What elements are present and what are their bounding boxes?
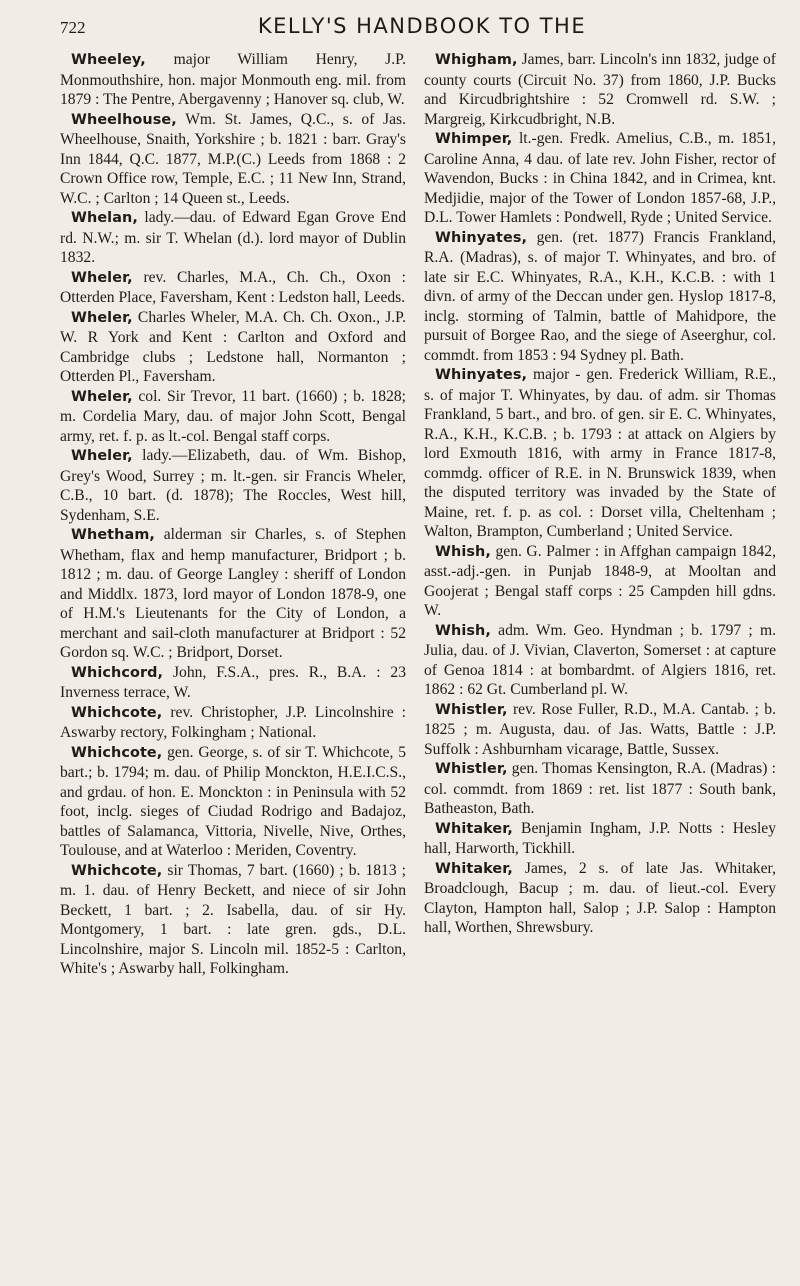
- directory-entry: [424, 365, 776, 542]
- entry-name: Whichcord,: [71, 664, 164, 681]
- directory-entry: [60, 50, 406, 110]
- directory-entry: [424, 700, 776, 760]
- entry-text: col. Sir Trevor, 11 bart. (1660) ; b. 1828; m. Cordelia Mary, dau. of major John Scott, Bengal army, ret. f. p. as lt.-col. Bengal staff corps.: [60, 387, 406, 445]
- entry-text: rev. Rose Fuller, R.D., M.A. Cantab. ; b. 1825 ; m. Augusta, dau. of Jas. Watts, Battle : J.P. Suffolk : Ashburnham vicarage, Battle, Sussex.: [424, 700, 776, 758]
- entry-text: gen. George, s. of sir T. Whichcote, 5 bart.; b. 1794; m. dau. of Philip Monckton, H.E.I.C.S., and grdau. of hon. E. Monckton : in Peninsula with 52 foot, inclg. sieges of Ciudad Rodrigo and Badajoz, battles of Salamanca, Vittoria, Nivelle, Nive, Orthes, Toulouse, and at Waterloo : Meriden, Coventry.: [60, 743, 406, 859]
- directory-entry: [424, 859, 776, 938]
- entry-name: Wheler,: [71, 448, 133, 464]
- entry-name: Wheler,: [71, 309, 133, 326]
- entry-text: James, 2 s. of late Jas. Whitaker, Broadclough, Bacup ; m. dau. of lieut.-col. Every Clayton, Hampton hall, Salop ; J.P. Salop : Hampton hall, Worthen, Shrewsbury.: [424, 859, 776, 936]
- entry-name: Whistler,: [435, 761, 508, 777]
- directory-entry: [60, 268, 406, 308]
- entry-text: Wm. St. James, Q.C., s. of Jas. Wheelhouse, Snaith, Yorkshire ; b. 1821 : barr. Gray's Inn 1844, Q.C. 1877, M.P.(C.) Leeds from 1868 : 2 Crown Office row, Temple, E.C. ; 11 New Inn, Strand, W.C. ; Carlton ; 14 Queen st., Leeds.: [60, 110, 406, 207]
- directory-entry: [424, 129, 776, 228]
- directory-entry: [60, 208, 406, 268]
- entry-name: Whichcote,: [71, 704, 163, 721]
- entry-name: Whigham,: [435, 52, 518, 68]
- left-column: [60, 50, 406, 1272]
- right-column: [424, 50, 776, 1272]
- entry-name: Whelan,: [71, 210, 138, 226]
- entry-text: Charles Wheler, M.A. Ch. Ch. Oxon., J.P. W. R York and Kent : Carlton and Oxford and Cambridge clubs ; Ledstone hall, Normanton ; Otterden Pl., Faversham.: [60, 308, 406, 385]
- directory-entry: [424, 542, 776, 621]
- entry-name: Wheler,: [71, 269, 133, 286]
- entry-text: gen. G. Palmer : in Affghan campaign 1842, asst.-adj.-gen. in Punjab 1848-9, at Mooltan and Goojerat ; Bengal staff corps : 25 Campden hill gdns. W.: [424, 542, 776, 619]
- entry-name: Whistler,: [435, 701, 508, 718]
- directory-entry: [424, 819, 776, 859]
- entry-name: Whichcote,: [71, 862, 163, 879]
- entry-text: lady.—dau. of Edward Egan Grove End rd. N.W.; m. sir T. Whelan (d.). lord mayor of Dublin 1832.: [60, 209, 406, 266]
- text-columns: [60, 50, 776, 1272]
- entry-name: Whichcote,: [71, 744, 163, 761]
- entry-text: lt.-gen. Fredk. Amelius, C.B., m. 1851, Caroline Anna, 4 dau. of late rev. John Fisher, rector of Wavendon, Bucks : in China 1842, and in Crimea, knt. Medjidie, major of the Tower of London 1857-68, J.P., D.L. Tower Hamlets : Pondwell, Ryde ; United Service.: [424, 130, 776, 226]
- directory-entry: [60, 743, 406, 861]
- entry-text: John, F.S.A., pres. R., B.A. : 23 Inverness terrace, W.: [60, 663, 406, 701]
- directory-entry: [60, 663, 406, 703]
- entry-text: adm. Wm. Geo. Hyndman ; b. 1797 ; m. Julia, dau. of J. Vivian, Claverton, Somerset : at capture of Genoa 1814 : at bombardmt. of Algiers 1816, ret. 1862 : 62 Gt. Cumberland pl. W.: [424, 621, 776, 698]
- directory-entry: [424, 50, 776, 129]
- directory-entry: [424, 621, 776, 700]
- page-number: 722: [60, 18, 86, 37]
- entry-text: major William Henry, J.P. Monmouthshire, hon. major Monmouth eng. mil. from 1879 : The Pentre, Abergavenny ; Hanover sq. club, W.: [60, 51, 406, 108]
- running-title: KELLY'S HANDBOOK TO THE: [257, 14, 587, 38]
- entry-name: Whitaker,: [435, 860, 513, 877]
- directory-entry: [60, 446, 406, 525]
- entry-name: Whish,: [435, 543, 491, 560]
- entry-name: Wheeley,: [71, 52, 146, 68]
- entry-text: alderman sir Charles, s. of Stephen Whetham, flax and hemp manufacturer, Bridport ; b. 1812 ; m. dau. of George Langley : sheriff of London and Middlx. 1873, lord mayor of London 1878-9, one of H.M.'s Lieutenants for the City of London, a merchant and sail-cloth manufacturer at Bridport : 52 Gordon sq. W.C. ; Bridport, Dorset.: [60, 526, 406, 661]
- entry-name: Whetham,: [71, 527, 155, 543]
- entry-name: Wheler,: [71, 388, 133, 405]
- entry-name: Whimper,: [435, 131, 513, 147]
- directory-entry: [424, 759, 776, 819]
- entry-text: major - gen. Frederick William, R.E., s. of major T. Whinyates, by dau. of adm. sir Thomas Frankland, 5 bart., and bro. of gen. sir E. C. Whinyates, R.A., K.H., K.C.B. ; b. 1793 : at attack on Algiers by lord Exmouth 1816, with army in France 1817-8, commdg. officer of R.E. in N. Brunswick 1839, when the disputed territory was invaded by the State of Maine, ret. f. p. as col. : Dorset villa, Cheltenham ; Walton, Brampton, Cumberland ; United Service.: [424, 366, 776, 540]
- entry-text: rev. Charles, M.A., Ch. Ch., Oxon : Otterden Place, Faversham, Kent : Ledston hall, Leeds.: [60, 268, 406, 306]
- directory-entry: [424, 228, 776, 366]
- entry-text: sir Thomas, 7 bart. (1660) ; b. 1813 ; m. 1. dau. of Henry Beckett, and niece of sir John Beckett, 1 bart. ; 2. Isabella, dau. of sir Hy. Montgomery, 1 bart. : late gren. gds., D.L. Lincolnshire, major S. Lincoln mil. 1852-5 : Carlton, White's ; Aswarby hall, Folkingham.: [60, 861, 406, 977]
- directory-entry: [60, 861, 406, 979]
- directory-entry: [60, 525, 406, 663]
- entry-name: Whish,: [435, 622, 491, 639]
- entry-text: James, barr. Lincoln's inn 1832, judge of county courts (Circuit No. 37) from 1860, J.P. Bucks and Kircudbrightshire : 52 Cromwell rd. S.W. ; Margreig, Kirkcudbright, N.B.: [424, 51, 776, 128]
- directory-entry: [60, 387, 406, 447]
- entry-text: Benjamin Ingham, J.P. Notts : Hesley hall, Harworth, Tickhill.: [424, 819, 776, 857]
- entry-name: Whitaker,: [435, 820, 513, 837]
- entry-name: Whinyates,: [435, 367, 528, 383]
- entry-text: rev. Christopher, J.P. Lincolnshire : Aswarby rectory, Folkingham ; National.: [60, 703, 406, 741]
- entry-text: lady.—Elizabeth, dau. of Wm. Bishop, Grey's Wood, Surrey ; m. lt.-gen. sir Francis Wheler, C.B., 10 bart. (d. 1878); The Roccles, West hill, Sydenham, S.E.: [60, 447, 406, 524]
- directory-entry: [60, 110, 406, 209]
- running-head: [60, 14, 770, 44]
- entry-name: Wheelhouse,: [71, 111, 177, 128]
- entry-text: gen. Thomas Kensington, R.A. (Madras) : col. commdt. from 1869 : ret. list 1877 : South bank, Batheaston, Bath.: [424, 760, 776, 817]
- directory-entry: [60, 308, 406, 387]
- directory-entry: [60, 703, 406, 743]
- entry-name: Whinyates,: [435, 229, 528, 246]
- entry-text: gen. (ret. 1877) Francis Frankland, R.A. (Madras), s. of major T. Whinyates, and bro. of late sir E.C. Whinyates, R.A., K.H., K.C.B. : with 1 divn. of army of the Deccan under gen. Hyslop 1817-8, inclg. storming of Talmin, battle of Mahidpore, the pursuit of Borgee Rao, and the siege of Aseerghur, col. commdt. from 1853 : 94 Sydney pl. Bath.: [424, 228, 776, 364]
